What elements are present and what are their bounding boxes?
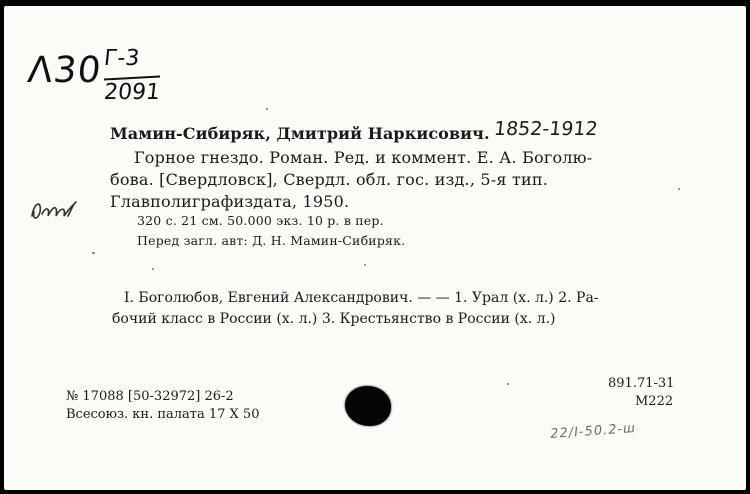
title-line-2: бова. [Свердловск], Свердл. обл. гос. изд., 5-я тип.: [110, 170, 549, 189]
speck: [92, 252, 95, 254]
collation-line: 320 с. 21 см. 50.000 экз. 10 р. в пер.: [137, 213, 384, 228]
call-number-main: Λ30: [25, 50, 104, 91]
call-number-fraction-top: Г-3: [102, 46, 141, 71]
speck: [152, 268, 154, 270]
subjects-line-1: I. Боголюбов, Евгений Александрович. — — 1. Урал (х. л.) 2. Ра-: [124, 290, 599, 306]
pencil-note: 22/I-50.2-ш: [549, 420, 637, 443]
author-mark: М222: [635, 394, 674, 409]
speck: [678, 188, 680, 190]
card-number: № 17088 [50-32972] 26-2: [66, 389, 234, 404]
ink-blot: [345, 386, 391, 426]
handwritten-scribble-mark: [28, 194, 80, 224]
book-chamber-line: Всесоюз. кн. палата 17 X 50: [66, 407, 260, 422]
note-line: Перед загл. авт: Д. Н. Мамин-Сибиряк.: [137, 233, 406, 248]
call-number-fraction-bottom: 2091: [102, 80, 162, 105]
speck: [266, 108, 268, 110]
speck: [507, 383, 509, 385]
title-line-1: Горное гнездо. Роман. Ред. и коммент. Е. А. Боголю-: [134, 148, 593, 167]
author-heading: Мамин-Сибиряк, Дмитрий Наркисович.: [110, 124, 490, 143]
classification-number: 891.71-31: [608, 376, 675, 391]
speck: [364, 264, 366, 266]
catalog-card: [4, 6, 746, 490]
subjects-line-2: бочий класс в России (х. л.) 3. Крестьянство в России (х. л.): [112, 311, 556, 327]
author-years: 1852-1912: [492, 118, 599, 140]
title-line-3: Главполиграфиздата, 1950.: [110, 192, 350, 211]
